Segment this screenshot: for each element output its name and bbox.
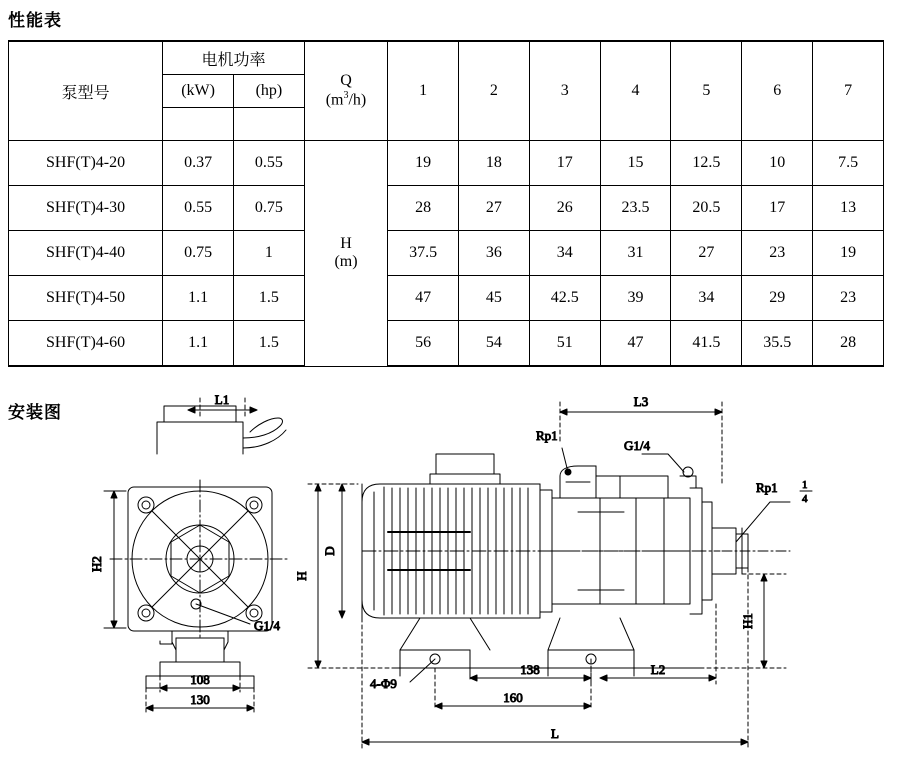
header-flow-3: 3 xyxy=(529,41,600,141)
cell-head-3: 17 xyxy=(529,141,600,186)
cell-head-2: 45 xyxy=(458,276,529,321)
cell-kw: 1.1 xyxy=(163,276,234,321)
table-row xyxy=(9,231,884,276)
cell-hp: 1 xyxy=(233,231,304,276)
head-unit-text: (m) xyxy=(334,253,358,271)
header-model: 泵型号 xyxy=(9,41,163,141)
cell-head-1: 56 xyxy=(388,321,459,367)
cell-head-7: 7.5 xyxy=(813,141,884,186)
cell-head-unit xyxy=(304,141,387,367)
left-view-outlet xyxy=(157,406,286,454)
table-header-row-1 xyxy=(9,41,884,75)
header-flow-6: 6 xyxy=(742,41,813,141)
label-D: D xyxy=(322,546,337,556)
cell-model: SHF(T)4-40 xyxy=(9,231,163,276)
label-dim-108: 108 xyxy=(190,672,210,687)
cell-hp: 0.55 xyxy=(233,141,304,186)
header-flow-symbol: Q xyxy=(340,71,352,89)
label-dim-138: 138 xyxy=(520,662,540,677)
cell-head-3: 42.5 xyxy=(529,276,600,321)
pump-dimension-drawing xyxy=(0,392,900,772)
head-symbol: H xyxy=(340,234,352,252)
label-rp1-quarter-denominator: 4 xyxy=(802,493,808,505)
cell-head-1: 28 xyxy=(388,186,459,231)
header-kw: (kW) xyxy=(163,75,234,108)
cell-head-7: 19 xyxy=(813,231,884,276)
header-flow-1: 1 xyxy=(388,41,459,141)
label-g14-left: G1/4 xyxy=(254,618,280,633)
cell-model: SHF(T)4-30 xyxy=(9,186,163,231)
cell-head-6: 23 xyxy=(742,231,813,276)
left-view-body xyxy=(110,480,290,640)
label-rp1: Rp1 xyxy=(536,428,558,443)
table-row xyxy=(9,141,884,186)
cell-head-4: 15 xyxy=(600,141,671,186)
installation-drawing xyxy=(0,392,900,772)
label-rp1-quarter-text: Rp1 xyxy=(756,480,778,495)
performance-table-container xyxy=(8,40,884,367)
label-dim-130: 130 xyxy=(190,692,210,707)
cell-head-2: 27 xyxy=(458,186,529,231)
label-rp1-quarter-numerator: 1 xyxy=(802,479,808,491)
cell-head-5: 34 xyxy=(671,276,742,321)
table-row xyxy=(9,186,884,231)
cell-head-2: 54 xyxy=(458,321,529,367)
cell-head-7: 23 xyxy=(813,276,884,321)
label-rp1-quarter xyxy=(756,479,812,505)
header-flow-unit-text: $(m^3/h)$ xyxy=(325,90,367,109)
cell-head-1: 47 xyxy=(388,276,459,321)
pump-hydraulic-section xyxy=(540,466,712,614)
cell-head-6: 29 xyxy=(742,276,813,321)
cell-head-5: 27 xyxy=(671,231,742,276)
header-flow-7: 7 xyxy=(813,41,884,141)
cell-head-6: 35.5 xyxy=(742,321,813,367)
cell-kw: 0.55 xyxy=(163,186,234,231)
cell-kw: 0.37 xyxy=(163,141,234,186)
label-L3: L3 xyxy=(633,394,649,409)
label-dim-160: 160 xyxy=(503,690,523,705)
cell-head-7: 28 xyxy=(813,321,884,367)
leader-rp1 xyxy=(562,448,571,475)
label-L1: L1 xyxy=(214,392,230,407)
label-H: H xyxy=(294,571,309,581)
discharge-nozzle xyxy=(712,528,790,574)
leader-g14-right xyxy=(642,454,684,472)
cell-hp: 1.5 xyxy=(233,276,304,321)
cell-hp: 1.5 xyxy=(233,321,304,367)
cell-head-4: 47 xyxy=(600,321,671,367)
table-row xyxy=(9,321,884,367)
cell-kw: 1.1 xyxy=(163,321,234,367)
cell-model: SHF(T)4-20 xyxy=(9,141,163,186)
cell-head-3: 26 xyxy=(529,186,600,231)
cell-kw: 0.75 xyxy=(163,231,234,276)
installation-drawing-title: 安装图 xyxy=(8,403,62,423)
cell-model: SHF(T)4-60 xyxy=(9,321,163,367)
performance-table-title: 性能表 xyxy=(8,11,62,31)
cell-head-3: 34 xyxy=(529,231,600,276)
cell-hp: 0.75 xyxy=(233,186,304,231)
cell-head-4: 39 xyxy=(600,276,671,321)
header-flow-4: 4 xyxy=(600,41,671,141)
label-H2: H2 xyxy=(89,556,104,572)
cell-head-5: 20.5 xyxy=(671,186,742,231)
header-motor-power: 电机功率 xyxy=(163,41,305,75)
cell-head-5: 41.5 xyxy=(671,321,742,367)
cell-head-2: 18 xyxy=(458,141,529,186)
cell-head-6: 10 xyxy=(742,141,813,186)
dim-D xyxy=(339,484,345,618)
cell-head-4: 31 xyxy=(600,231,671,276)
label-L2: L2 xyxy=(650,662,666,677)
cell-head-1: 37.5 xyxy=(388,231,459,276)
cell-head-1: 19 xyxy=(388,141,459,186)
header-flow-unit xyxy=(304,41,387,141)
table-row xyxy=(9,276,884,321)
dim-H xyxy=(308,484,392,668)
header-hp: (hp) xyxy=(233,75,304,108)
cell-head-6: 17 xyxy=(742,186,813,231)
cell-head-5: 12.5 xyxy=(671,141,742,186)
cell-head-3: 51 xyxy=(529,321,600,367)
label-L: L xyxy=(551,726,559,741)
cell-model: SHF(T)4-50 xyxy=(9,276,163,321)
performance-table xyxy=(8,40,884,367)
leader-rp1-quarter xyxy=(736,502,790,542)
header-flow-5: 5 xyxy=(671,41,742,141)
cell-head-2: 36 xyxy=(458,231,529,276)
label-bolt-note: 4-Φ9 xyxy=(370,676,397,691)
cell-head-4: 23.5 xyxy=(600,186,671,231)
label-g14-right: G1/4 xyxy=(624,438,650,453)
label-H1: H1 xyxy=(740,613,755,629)
motor-terminal-box xyxy=(430,454,500,484)
cell-head-7: 13 xyxy=(813,186,884,231)
header-flow-2: 2 xyxy=(458,41,529,141)
